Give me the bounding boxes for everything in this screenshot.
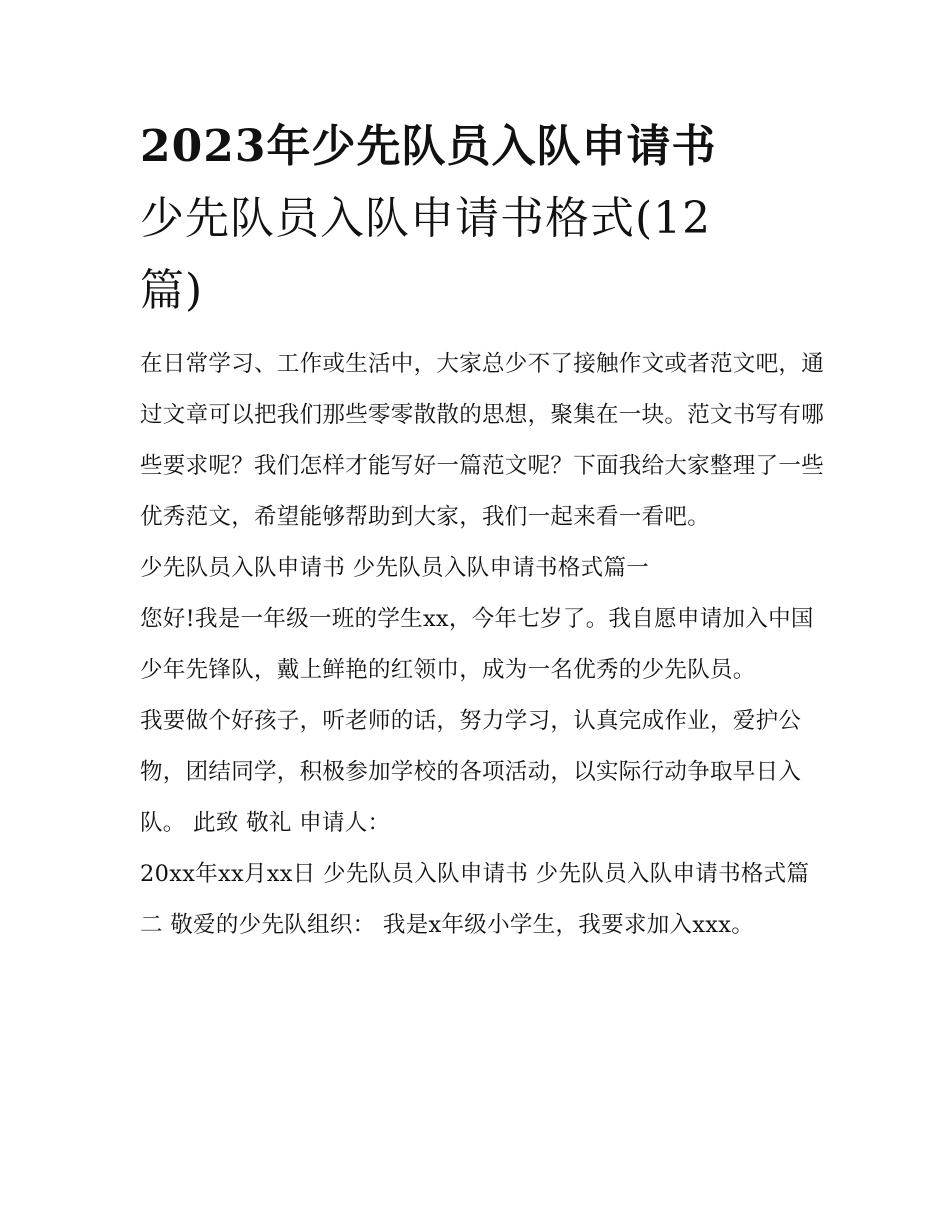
- intro-paragraph: 在日常学习、工作或生活中，大家总少不了接触作文或者范文吧，通过文章可以把我们那些零零散散的思想，聚集在一块。范文书写有哪些要求呢？我们怎样才能写好一篇范文呢？下面我给大家整理了一些优秀范文，希望能够帮助到大家，我们一起来看一看吧。: [140, 351, 825, 530]
- title-line: 少先队员入队申请书格式(12: [140, 193, 712, 244]
- document-body: [140, 339, 830, 951]
- section-heading: 少先队员入队申请书 少先队员入队申请书格式篇一: [140, 555, 650, 581]
- body-paragraph: 20xx年xx月xx日 少先队员入队申请书 少先队员入队申请书格式篇二 敬爱的少先队组织： 我是x年级小学生，我要求加入xxx。: [140, 861, 810, 938]
- title-line: 篇): [140, 265, 204, 316]
- document-title: [140, 118, 830, 320]
- body-paragraph: 您好!我是一年级一班的学生xx，今年七岁了。我自愿申请加入中国少年先锋队，戴上鲜艳的红领巾，成为一名优秀的少先队员。: [140, 606, 814, 683]
- title-line: 2023年少先队员入队申请书: [140, 121, 717, 172]
- document-page: [140, 118, 830, 951]
- body-paragraph: 我要做个好孩子，听老师的话，努力学习，认真完成作业，爱护公物，团结同学，积极参加学校的各项活动，以实际行动争取早日入队。 此致 敬礼 申请人：: [140, 708, 802, 836]
